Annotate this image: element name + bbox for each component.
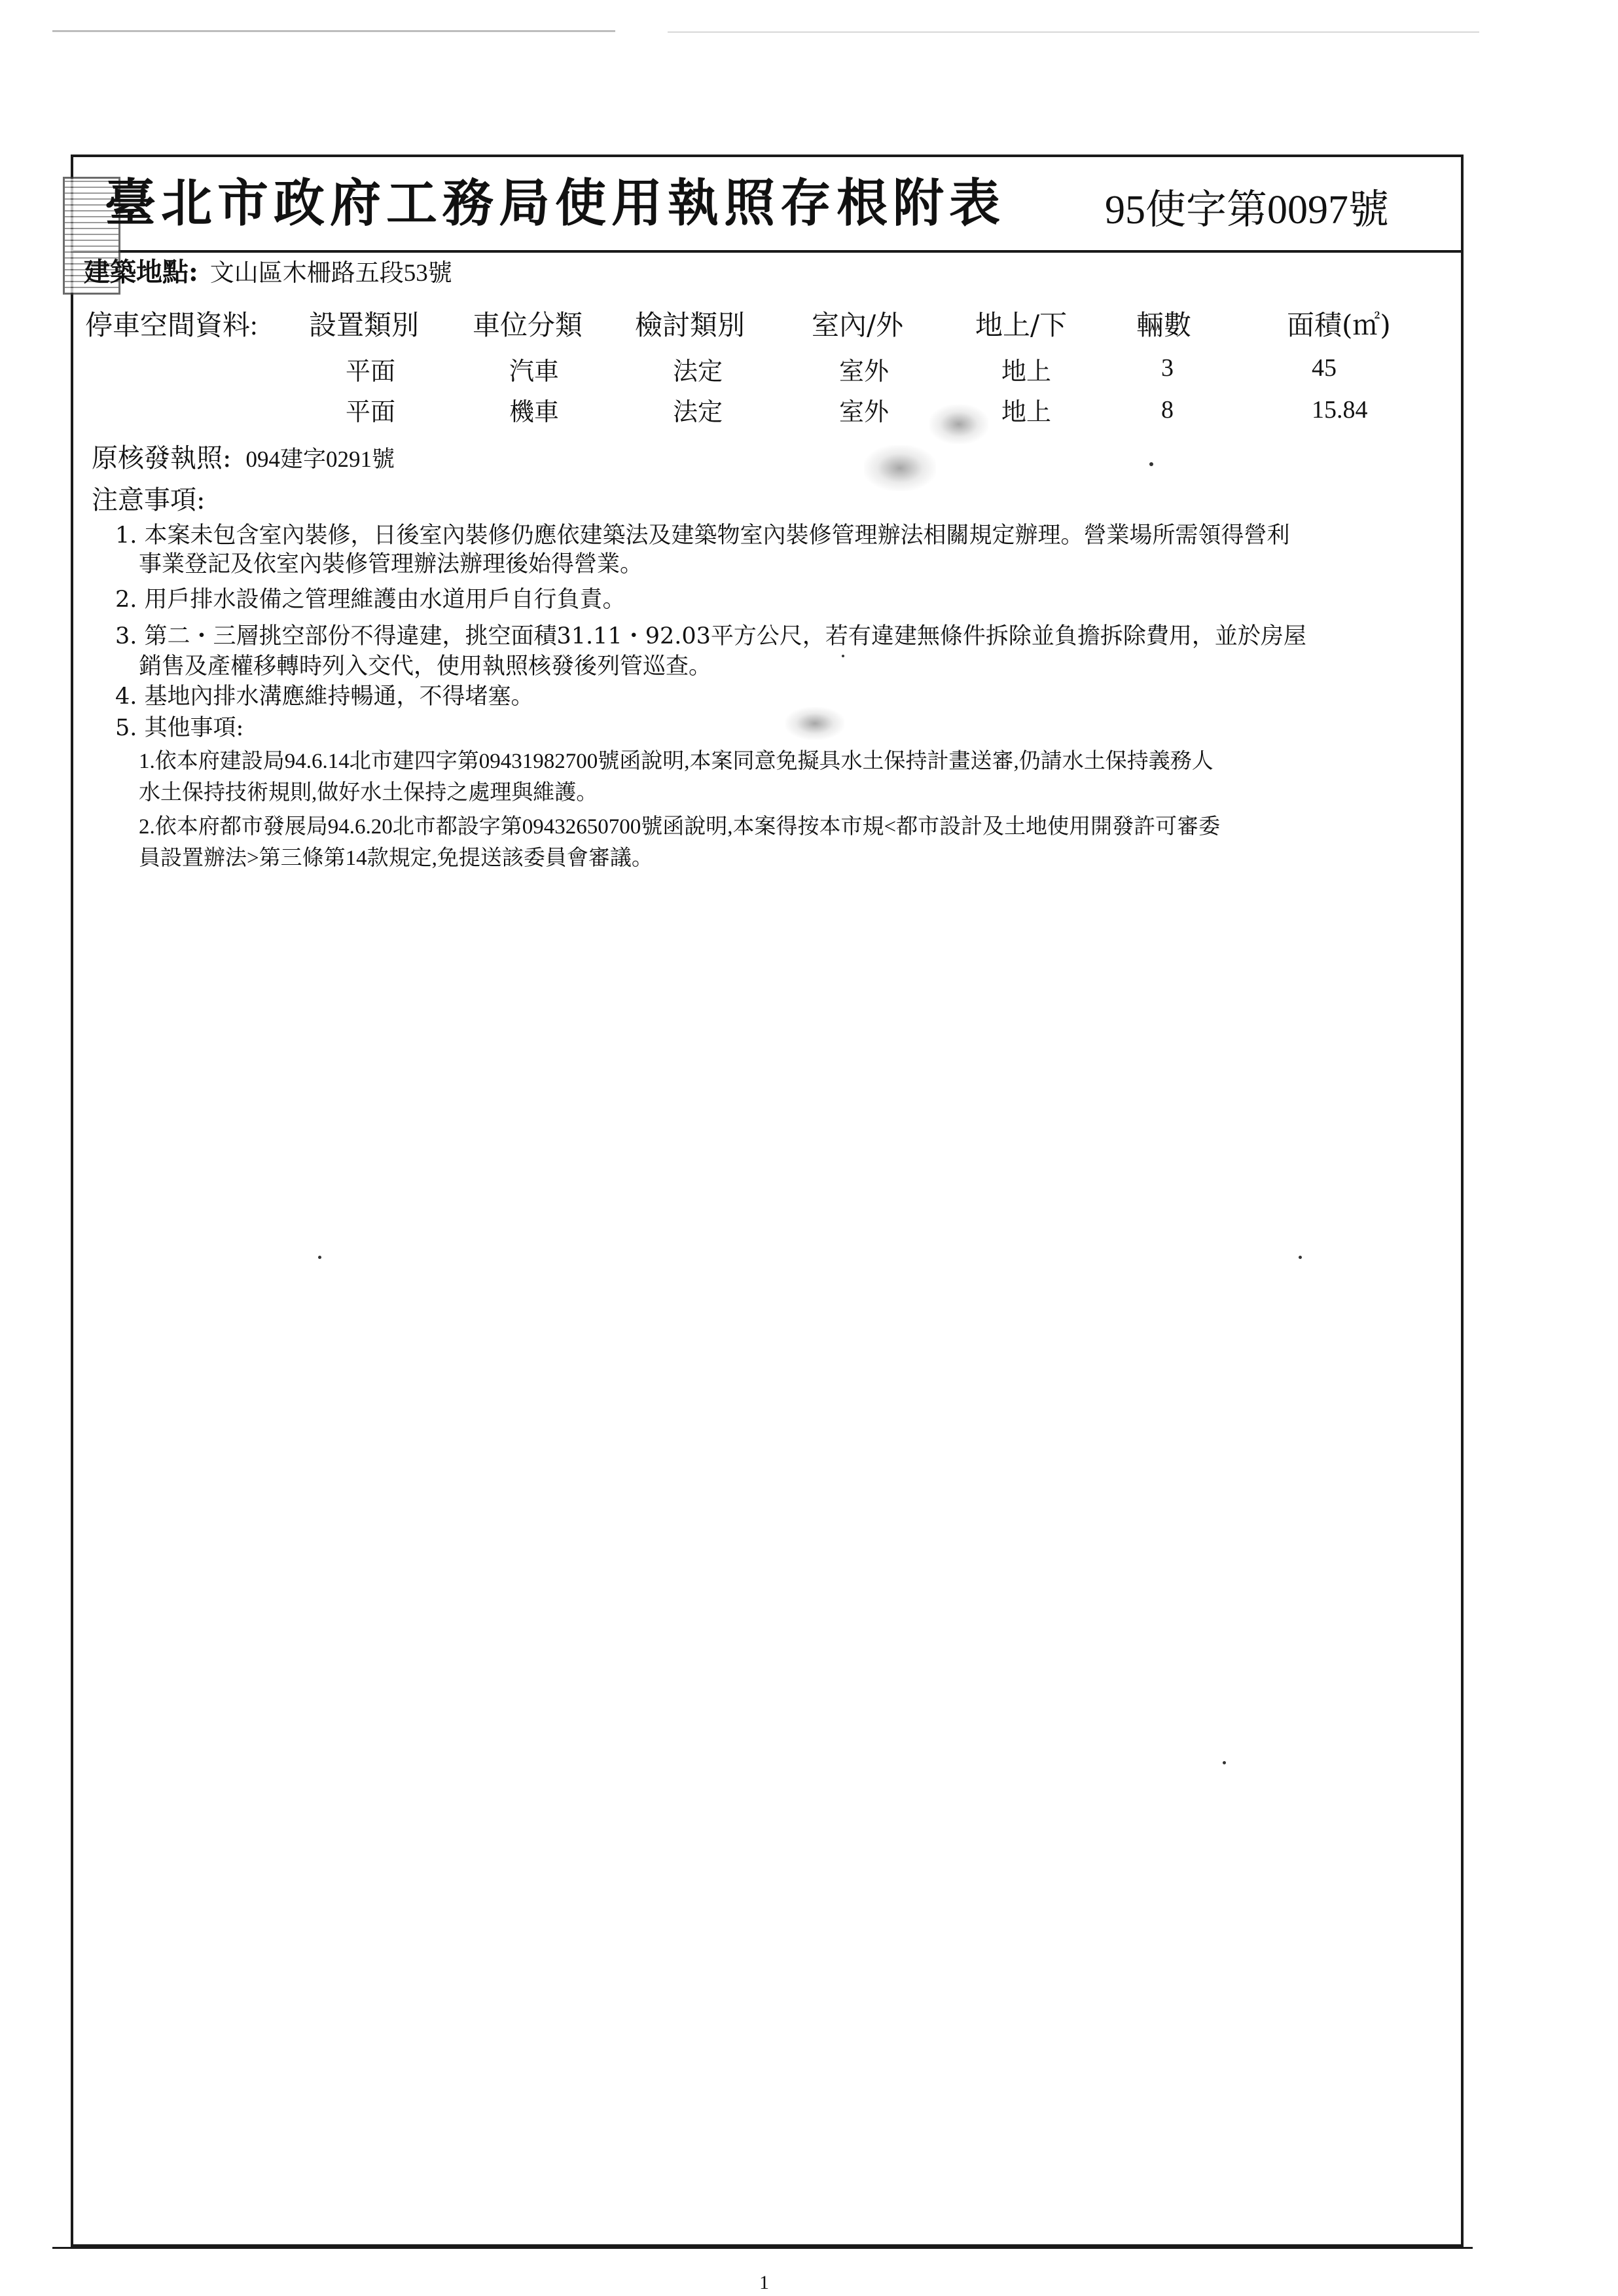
parking-cell: 平面 <box>346 399 396 426</box>
scan-smudge <box>785 707 844 740</box>
parking-cell: 法定 <box>673 358 723 386</box>
scan-speck <box>1149 462 1153 466</box>
note-line: 2. 用戶排水設備之管理維護由水道用戶自行負責。 <box>115 587 626 613</box>
other-item-line: 2.依本府都市發展局94.6.20北市都設字第09432650700號函說明,本案得按本市規<都市設計及土地使用開發許可審委 <box>139 815 1221 839</box>
scan-smudge <box>929 405 988 444</box>
original-license-label: 原核發執照: <box>92 443 232 473</box>
location-label: 建築地點: <box>84 257 198 287</box>
other-item-line: 水土保持技術規則,做好水土保持之處理與維護。 <box>139 781 598 805</box>
parking-col-review-type: 檢討類別 <box>635 309 746 341</box>
other-item-line: 員設置辦法>第三條第14款規定,免提送該委員會審議。 <box>139 847 653 870</box>
parking-cell: 8 <box>1161 396 1174 424</box>
parking-col-space-class: 車位分類 <box>473 309 583 341</box>
parking-cell: 室外 <box>839 399 890 426</box>
document-title: 臺北市政府工務局使用執照存根附表 <box>105 173 1006 233</box>
parking-col-setup-type: 設置類別 <box>309 309 420 341</box>
parking-cell: 15.84 <box>1312 396 1368 424</box>
parking-col-area: 面積(㎡) <box>1287 309 1391 341</box>
scan-smudge <box>864 445 936 491</box>
original-license-value: 094建字0291號 <box>245 446 395 472</box>
parking-col-indoor-outdoor: 室內/外 <box>812 309 904 341</box>
scan-speck <box>1299 1256 1302 1259</box>
permit-number: 95使字第0097號 <box>1105 188 1390 232</box>
parking-cell: 地上 <box>1001 399 1052 426</box>
parking-cell: 機車 <box>509 399 560 426</box>
parking-label: 停車空間資料: <box>85 311 258 341</box>
notes-heading: 注意事項: <box>92 485 206 515</box>
page-number: 1 <box>759 2272 769 2293</box>
scan-edge-artifact <box>668 31 1479 33</box>
parking-cell: 3 <box>1161 354 1174 382</box>
parking-cell: 45 <box>1312 354 1337 382</box>
parking-cell: 汽車 <box>509 358 560 386</box>
location-value: 文山區木柵路五段53號 <box>209 260 452 287</box>
parking-cell: 室外 <box>839 358 890 386</box>
original-license-row <box>92 437 395 475</box>
note-line: 3. 第二・三層挑空部份不得違建，挑空面積31.11・92.03平方公尺，若有違建無條件拆除並負擔拆除費用，並於房屋 <box>115 623 1306 649</box>
bottom-divider <box>52 2247 1473 2249</box>
note-line: 事業登記及依室內裝修管理辦法辦理後始得營業。 <box>139 551 643 577</box>
note-line: 4. 基地內排水溝應維持暢通，不得堵塞。 <box>115 683 534 710</box>
other-item-line: 1.依本府建設局94.6.14北市建四字第09431982700號函說明,本案同意免擬具水土保持計畫送審,仍請水土保持義務人 <box>139 750 1214 773</box>
note-line: 1. 本案未包含室內裝修，日後室內裝修仍應依建築法及建築物室內裝修管理辦法相關規定辦理。營業場所需領得營利 <box>115 522 1290 549</box>
location-row <box>84 251 452 289</box>
parking-col-count: 輛數 <box>1136 309 1192 341</box>
parking-cell: 地上 <box>1001 358 1052 386</box>
scan-speck <box>1223 1761 1226 1764</box>
scan-edge-artifact <box>52 30 615 32</box>
note-line: 銷售及產權移轉時列入交代，使用執照核發後列管巡查。 <box>139 653 712 680</box>
parking-col-above-below: 地上/下 <box>975 309 1068 341</box>
parking-cell: 法定 <box>673 399 723 426</box>
scan-speck <box>842 655 844 657</box>
parking-cell: 平面 <box>346 358 396 386</box>
note-line: 5. 其他事項: <box>115 715 244 741</box>
scan-speck <box>318 1256 321 1259</box>
